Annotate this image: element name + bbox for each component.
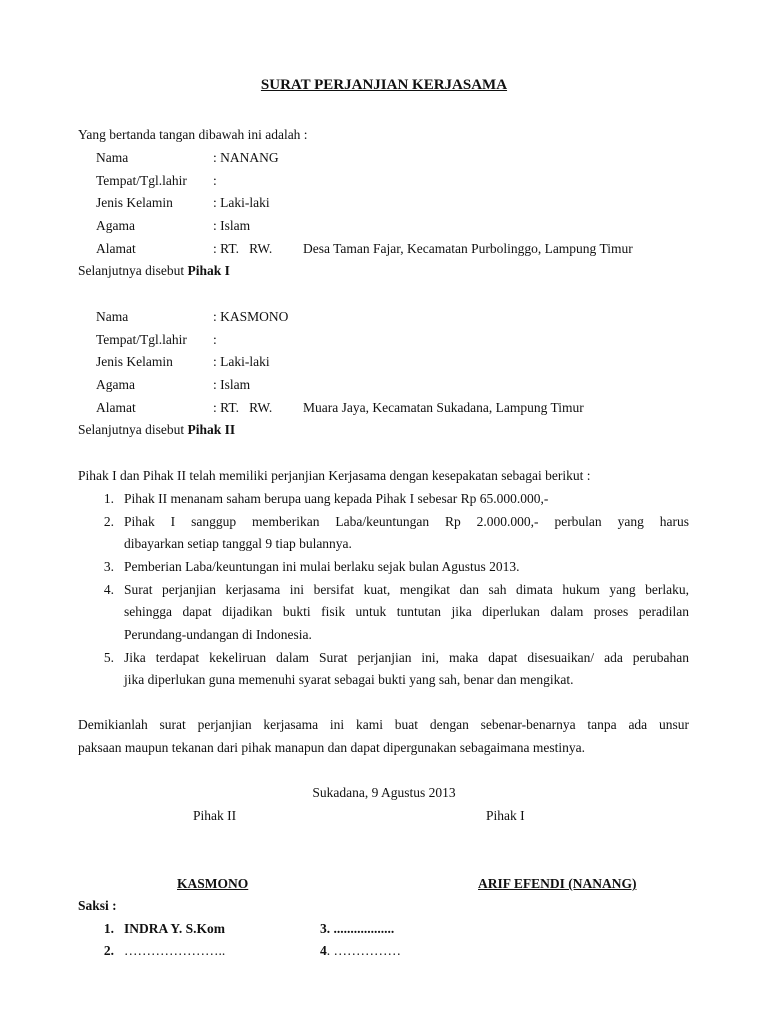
clause-line: sehingga dapat dijadikan bukti fisik untuk tuntutan jika diperlukan dalam proses peradilan [124,604,689,619]
clause-line: Pemberian Laba/keuntungan ini mulai berlaku sejak bulan Agustus 2013. [124,559,520,574]
party1-nama-value: : NANANG [213,150,279,165]
party1-agama-value: : Islam [213,218,251,233]
party2-nama-value: : KASMONO [213,309,289,324]
party2-alamat-detail: Muara Jaya, Kecamatan Sukadana, Lampung Timur [303,400,584,415]
witness-number: 4 [320,943,327,958]
party1-agama-label: Agama [96,218,135,233]
clause-number: 3. [103,559,114,574]
party2-alamat-rt: : RT. RW. [213,400,273,415]
party2-ttl-value: : [213,332,217,347]
closing-line: Demikianlah surat perjanjian kerjasama ini kami buat dengan sebenar-benarnya tanpa ada unsur [78,717,689,732]
witness-label: Saksi : [78,898,117,913]
clause-line: jika diperlukan guna memenuhi syarat sebagai bukti yang sah, benar dan mengikat. [124,672,574,687]
signature-left-name: KASMONO [177,876,249,891]
party2-ttl-label: Tempat/Tgl.lahir [96,332,187,347]
witness-number: 3. [320,921,331,936]
place-date: Sukadana, 9 Agustus 2013 [312,785,456,800]
witness-number: 1. [103,921,114,936]
party1-alamat-rt: : RT. RW. [213,241,273,256]
party2-designation-role: Pihak II [187,422,236,437]
clause-line: Pihak II menanam saham berupa uang kepada Pihak I sebesar Rp 65.000.000,- [124,491,549,506]
party2-designation-prefix: Selanjutnya disebut [78,422,188,437]
clause-number: 2. [103,514,114,529]
party1-alamat-label: Alamat [96,241,136,256]
party2-jk-value: : Laki-laki [213,354,270,369]
clause-number: 4. [103,582,114,597]
signature-left-role: Pihak II [193,808,237,823]
document-title: SURAT PERJANJIAN KERJASAMA [260,77,508,93]
party1-designation-role: Pihak I [187,263,230,278]
clause-number: 1. [103,491,114,506]
party2-agama-label: Agama [96,377,135,392]
signature-right-name: ARIF EFENDI (NANANG) [478,876,637,891]
party2-alamat-label: Alamat [96,400,136,415]
witness-number: 2. [103,943,114,958]
party1-ttl-value: : [213,173,217,188]
closing-line: paksaan maupun tekanan dari pihak manapun dan dapat dipergunakan sebagaimana mestinya. [78,740,585,755]
clause-number: 5. [103,650,114,665]
party1-ttl-label: Tempat/Tgl.lahir [96,173,187,188]
party1-jk-label: Jenis Kelamin [96,195,173,210]
agreement-intro: Pihak I dan Pihak II telah memiliki perjanjian Kerjasama dengan kesepakatan sebagai berikut : [78,468,591,483]
clause-line: Perundang-undangan di Indonesia. [124,627,312,642]
witness-slot [320,922,394,936]
party1-alamat-detail: Desa Taman Fajar, Kecamatan Purbolinggo, Lampung Timur [303,241,633,256]
clause-line: dibayarkan setiap tanggal 9 tiap bulannya. [124,536,352,551]
party1-designation-prefix: Selanjutnya disebut [78,263,188,278]
clause-line: Surat perjanjian kerjasama ini bersifat kuat, mengikat dan sah dimata hukum yang berlaku, [124,582,689,597]
party1-designation [78,264,230,278]
witness-name-blank: .................. [330,921,395,936]
intro-text: Yang bertanda tangan dibawah ini adalah : [78,127,308,142]
clause-line: Jika terdapat kekeliruan dalam Surat perjanjian ini, maka dapat disesuaikan/ ada perubahan [124,650,689,665]
party1-jk-value: : Laki-laki [213,195,270,210]
party1-nama-label: Nama [96,150,129,165]
signature-right-role: Pihak I [486,808,525,823]
party2-jk-label: Jenis Kelamin [96,354,173,369]
witness-name-blank: ………………….. [124,943,226,958]
party2-agama-value: : Islam [213,377,251,392]
party2-nama-label: Nama [96,309,129,324]
witness-name-blank: . …………… [326,943,401,958]
clause-line: Pihak I sanggup memberikan Laba/keuntungan Rp 2.000.000,- perbulan yang harus [124,514,689,529]
witness-name: INDRA Y. S.Kom [124,921,226,936]
witness-slot [320,944,401,958]
party2-designation [78,423,235,437]
